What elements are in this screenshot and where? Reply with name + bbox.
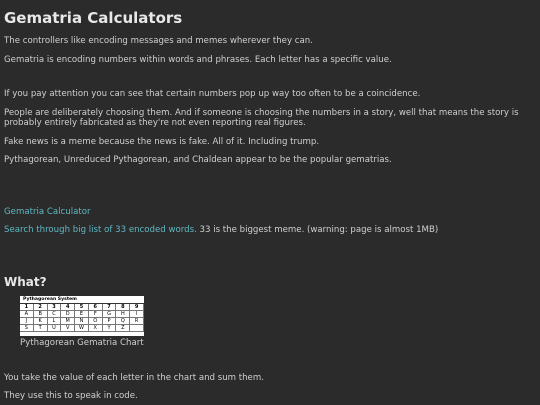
chart-cell: P bbox=[103, 318, 117, 325]
chart-cell: V bbox=[61, 325, 75, 332]
chart-cell: C bbox=[48, 311, 62, 318]
chart-header-row bbox=[20, 304, 144, 311]
chart-cell: W bbox=[75, 325, 89, 332]
chart-cell: K bbox=[34, 318, 48, 325]
chart-cell: R bbox=[130, 318, 144, 325]
closing-paragraph-2: They use this to speak in code. bbox=[4, 391, 138, 401]
chart-cell: S bbox=[20, 325, 34, 332]
paragraph-6: Pythagorean, Unreduced Pythagorean, and Chaldean appear to be the popular gematrias. bbox=[4, 155, 392, 165]
chart-header-cell: 9 bbox=[130, 304, 144, 311]
chart-cell: Y bbox=[103, 325, 117, 332]
paragraph-4a: People are deliberately choosing them. And if someone is choosing the numbers in a story, well that means the story is bbox=[4, 108, 519, 118]
chart-row-1 bbox=[20, 311, 144, 318]
chart-cell bbox=[130, 325, 144, 332]
what-heading: What? bbox=[4, 275, 47, 289]
paragraph-4b: probably entirely fabricated as they're not even reporting real figures. bbox=[4, 118, 306, 128]
paragraph-2: Gematria is encoding numbers within words and phrases. Each letter has a specific value. bbox=[4, 55, 392, 65]
chart-cell: Q bbox=[116, 318, 130, 325]
chart-header-cell: 2 bbox=[34, 304, 48, 311]
chart-cell: I bbox=[130, 311, 144, 318]
chart-cell: B bbox=[34, 311, 48, 318]
closing-paragraph-1: You take the value of each letter in the chart and sum them. bbox=[4, 373, 264, 383]
chart-caption: Pythagorean Gematria Chart bbox=[20, 338, 144, 348]
chart-cell: F bbox=[89, 311, 103, 318]
chart-header-cell: 7 bbox=[103, 304, 117, 311]
chart-cell: J bbox=[20, 318, 34, 325]
chart-cell: O bbox=[89, 318, 103, 325]
page-title: Gematria Calculators bbox=[4, 9, 183, 27]
search-line bbox=[4, 225, 438, 235]
chart-cell: L bbox=[48, 318, 62, 325]
search-line-suffix: 33 is the biggest meme. (warning: page is almost 1MB) bbox=[196, 225, 439, 235]
chart-cell: X bbox=[89, 325, 103, 332]
chart-cell: H bbox=[116, 311, 130, 318]
paragraph-5: Fake news is a meme because the news is fake. All of it. Including trump. bbox=[4, 137, 320, 147]
chart-cell: U bbox=[48, 325, 62, 332]
chart-header-cell: 8 bbox=[116, 304, 130, 311]
chart-cell: E bbox=[75, 311, 89, 318]
chart-row-3 bbox=[20, 325, 144, 332]
chart-cell: Z bbox=[116, 325, 130, 332]
chart-header-cell: 5 bbox=[75, 304, 89, 311]
chart-cell: M bbox=[61, 318, 75, 325]
chart-header-cell: 6 bbox=[89, 304, 103, 311]
paragraph-3: If you pay attention you can see that certain numbers pop up way too often to be a coincidence. bbox=[4, 89, 421, 99]
search-encoded-words-link[interactable]: Search through big list of 33 encoded words. bbox=[4, 225, 197, 235]
chart-title: Pythagorean System bbox=[20, 296, 144, 304]
chart-header-cell: 4 bbox=[61, 304, 75, 311]
chart-header-cell: 3 bbox=[48, 304, 62, 311]
chart-cell: T bbox=[34, 325, 48, 332]
pythagorean-chart-image bbox=[20, 296, 144, 336]
chart-cell: N bbox=[75, 318, 89, 325]
chart-cell: D bbox=[61, 311, 75, 318]
chart-row-2 bbox=[20, 318, 144, 325]
chart-cell: A bbox=[20, 311, 34, 318]
chart-header-cell: 1 bbox=[20, 304, 34, 311]
chart-cell: G bbox=[103, 311, 117, 318]
gematria-calculator-link[interactable]: Gematria Calculator bbox=[4, 207, 91, 217]
paragraph-1: The controllers like encoding messages and memes wherever they can. bbox=[4, 36, 313, 46]
